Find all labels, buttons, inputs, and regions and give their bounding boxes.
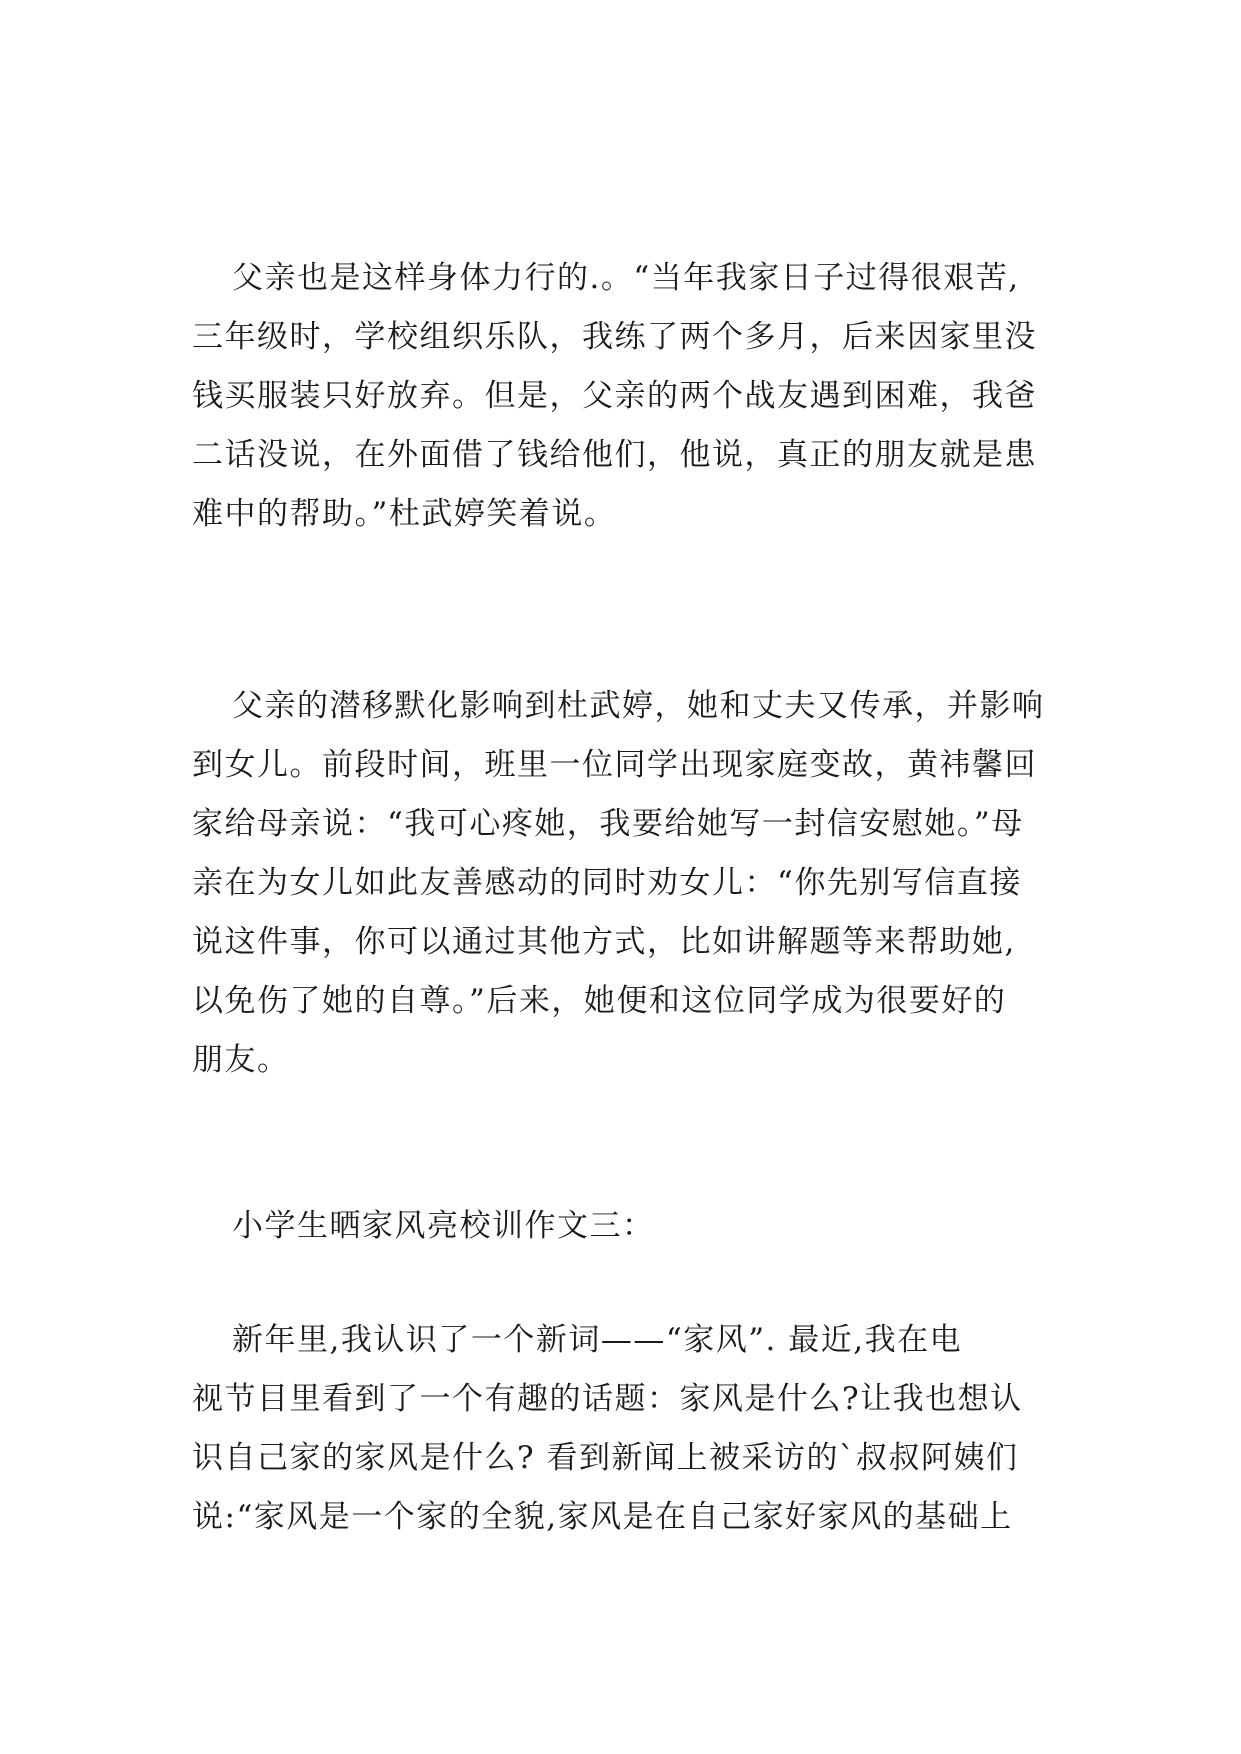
text-line: 三年级时，学校组织乐队，我练了两个多月，后来因家里没 — [192, 319, 1037, 355]
paragraph-father-example — [192, 249, 1062, 544]
text-line: 说这件事，你可以通过其他方式，比如讲解题等来帮助她, — [192, 924, 1016, 960]
text-line: 视节目里看到了一个有趣的话题：家风是什么?让我也想认 — [192, 1381, 1023, 1417]
paragraph-new-year-family-style — [192, 1311, 1062, 1547]
text-line: 二话没说，在外面借了钱给他们，他说，真正的朋友就是患 — [192, 437, 1037, 473]
heading-line: 小学生晒家风亮校训作文三： — [232, 1208, 655, 1244]
text-line: 父亲也是这样身体力行的.。“当年我家日子过得很艰苦, — [232, 260, 1020, 296]
text-line: 识自己家的家风是什么? 看到新闻上被采访的`叔叔阿姨们 — [192, 1440, 1019, 1476]
section-heading — [192, 1197, 1062, 1256]
text-line: 亲在为女儿如此友善感动的同时劝女儿：“你先别写信直接 — [192, 865, 1022, 901]
text-line: 钱买服装只好放弃。但是，父亲的两个战友遇到困难，我爸 — [192, 378, 1037, 414]
text-line: 家给母亲说：“我可心疼她，我要给她写一封信安慰她。”母 — [192, 806, 1024, 842]
text-line: 难中的帮助。”杜武婷笑着说。 — [192, 496, 617, 532]
text-line: 朋友。 — [192, 1042, 290, 1078]
text-line: 父亲的潜移默化影响到杜武婷，她和丈夫又传承，并影响 — [232, 688, 1045, 724]
text-line: 新年里,我认识了一个新词——“家风”. 最近,我在电 — [232, 1322, 963, 1358]
text-line: 以免伤了她的自尊。”后来，她便和这位同学成为很要好的 — [192, 983, 1007, 1019]
text-line: 说:“家风是一个家的全貌,家风是在自己家好家风的基础上 — [192, 1499, 1013, 1535]
text-line: 到女儿。前段时间，班里一位同学出现家庭变故，黄祎馨回 — [192, 747, 1037, 783]
paragraph-influence-daughter — [192, 677, 1062, 1090]
